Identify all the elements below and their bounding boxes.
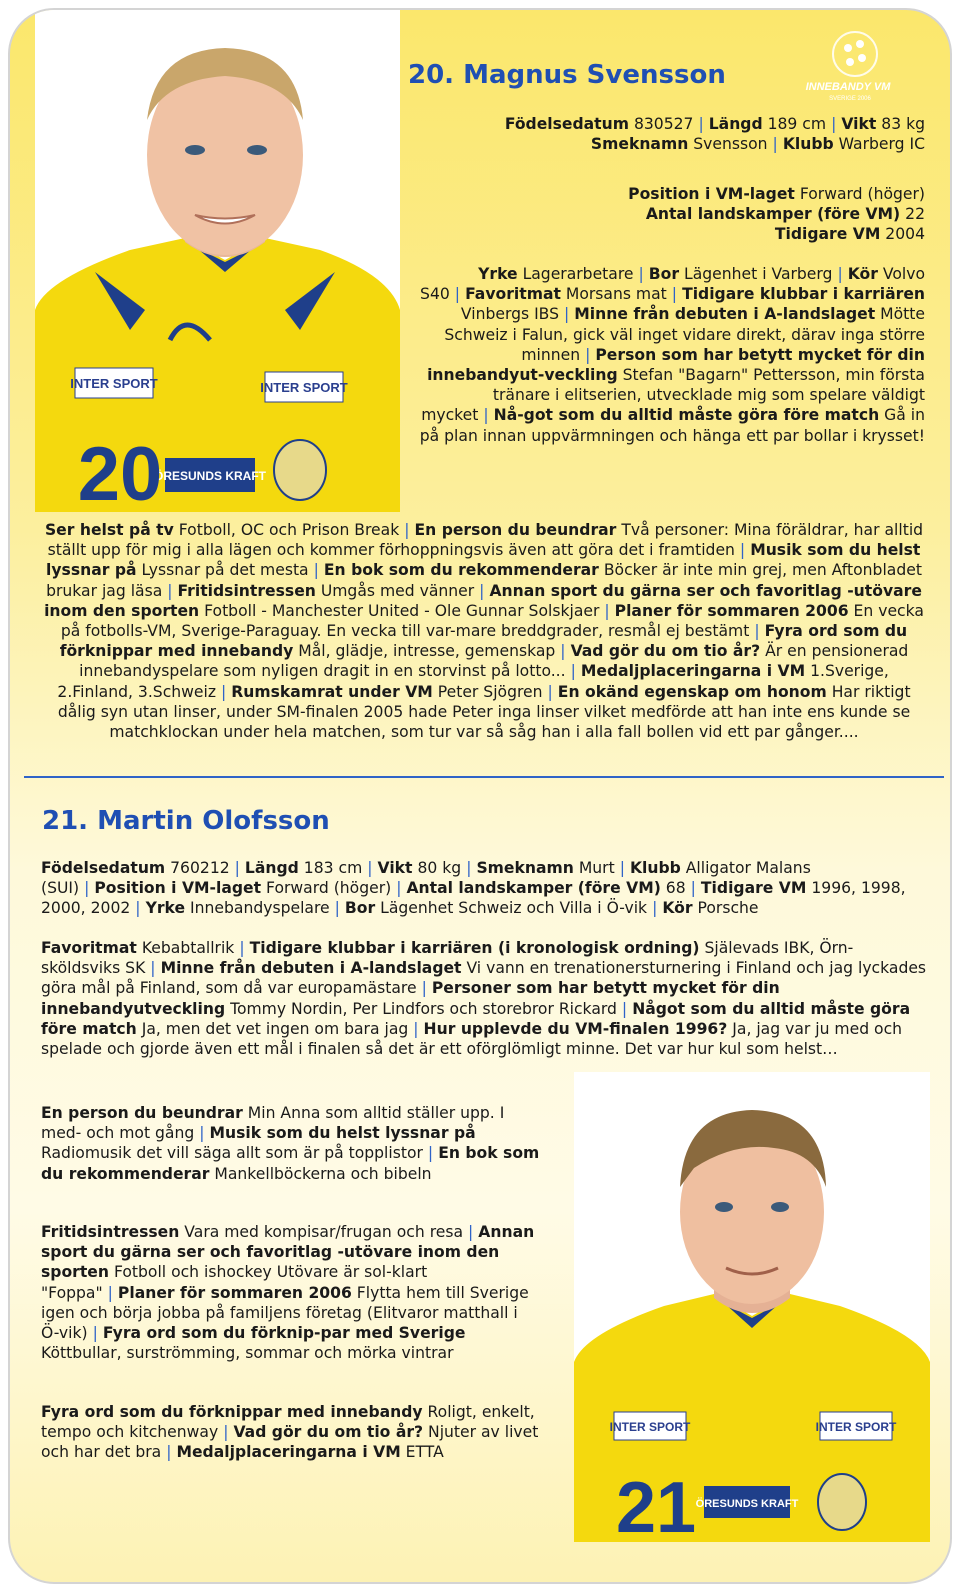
separator: | — [107, 1283, 113, 1302]
field-value: Porsche — [692, 899, 759, 918]
field-value: Peter Sjögren — [432, 682, 543, 701]
player-20-bio — [405, 264, 925, 446]
field-label: Kör — [847, 265, 878, 283]
field-value: Fotboll och ishockey Utövare är sol-klart "Foppa" — [41, 1263, 428, 1302]
separator: | — [223, 1423, 229, 1442]
separator: | — [150, 959, 156, 978]
field-label: En bok som du rekommenderar — [323, 561, 599, 580]
info-line — [400, 134, 925, 154]
player-21-interests-1 — [41, 1103, 541, 1184]
field-value: Mankellböckerna och bibeln — [209, 1164, 432, 1183]
field-value: En vecka på fotbolls-VM, Sverige-Paraguay. En vecka till var-mare breddgrader, resmål ej bestämt — [60, 601, 924, 641]
field-value: 189 cm — [762, 115, 827, 133]
player-20-photo — [35, 10, 400, 512]
separator: | — [479, 581, 485, 600]
field-value: ETTA — [400, 1443, 444, 1462]
field-label: En okänd egenskap om honom — [557, 682, 827, 701]
separator: | — [671, 285, 678, 304]
innebandy-vm-logo — [800, 28, 895, 103]
separator: | — [84, 879, 90, 898]
field-value: Vinbergs IBS — [460, 305, 559, 324]
field-label: Fyra ord som du förknip-par med Sverige — [102, 1324, 466, 1343]
separator: | — [739, 541, 746, 560]
field-value: Lägenhet i Varberg — [679, 265, 833, 283]
field-label: Nå-got som du alltid måste göra före match — [493, 406, 880, 425]
field-value: Mötte Schweiz i Falun, gick väl inget vidare direkt, därav inga större minnen — [444, 305, 925, 364]
separator: | — [454, 285, 461, 304]
field-label: Tidigare VM — [774, 225, 881, 244]
field-value: Lyssnar på det mesta — [136, 561, 309, 580]
svg-text:INTER SPORT: INTER SPORT — [609, 1420, 691, 1434]
field-value: Själevads IBK, Örn-sköldsviks SK — [41, 939, 854, 978]
player-21-interests-2 — [41, 1222, 541, 1363]
field-value: Ja, jag var ju med och spelade och gjorde även ett mål i finalen så det är ett oförglömligt minne. Det var hur kul som helst… — [41, 1019, 903, 1059]
field-label: Medaljplaceringarna i VM — [176, 1443, 401, 1462]
field-label: Tidigare klubbar i karriären — [682, 285, 925, 304]
field-label: Vikt — [841, 115, 877, 133]
field-label: Position i VM-laget — [94, 879, 262, 898]
field-value: 68 — [660, 879, 686, 898]
svg-text:INTER SPORT: INTER SPORT — [815, 1420, 897, 1434]
separator: | — [652, 899, 658, 918]
field-value: Stefan "Bagarn" Pettersson, min första tränare i elitserien, utvecklade mig som spelare väldigt mycket — [421, 366, 925, 425]
field-label: Klubb — [629, 859, 681, 877]
field-label: Planer för sommaren 2006 — [614, 601, 849, 620]
player-21-interests-3 — [41, 1402, 541, 1463]
separator: | — [413, 1019, 419, 1038]
field-label: Yrke — [478, 265, 518, 283]
separator: | — [564, 305, 570, 324]
field-value: Kebabtallrik — [136, 939, 235, 957]
field-label: Annan sport du gärna ser och favoritlag -utövare inom den sporten — [41, 1223, 535, 1282]
field-label: Minne från debuten i A-landslaget — [574, 305, 876, 324]
field-label: Kör — [662, 899, 693, 918]
separator: | — [367, 859, 373, 877]
field-value: Innebandyspelare — [185, 899, 330, 918]
field-value: Två personer: Mina föräldrar, har alltid ställt upp för mig i alla lägen och kommer förhoppningsvis även att göra det i framtiden — [47, 521, 924, 560]
separator: | — [483, 406, 489, 425]
field-label: Favoritmat — [465, 285, 561, 304]
field-value: 183 cm — [298, 859, 363, 877]
field-value: 760212 — [165, 859, 230, 877]
separator: | — [421, 979, 427, 998]
field-label: Vad gör du om tio år? — [570, 642, 761, 661]
info-line — [400, 114, 925, 134]
field-label: Födelsedatum — [504, 115, 629, 133]
field-label: Klubb — [782, 135, 834, 154]
player-21-name: 21. Martin Olofsson — [42, 806, 330, 836]
field-label: Vikt — [377, 859, 413, 877]
svg-text:21: 21 — [615, 1468, 697, 1542]
field-value: Flytta hem till Sverige igen och börja jobba på familjens företag (Elitvaror matthall i Ö-vik) — [41, 1283, 529, 1343]
separator: | — [466, 859, 472, 877]
field-label: Ser helst på tv — [44, 521, 174, 539]
separator: | — [772, 135, 778, 154]
separator: | — [831, 115, 837, 133]
field-label: Smeknamn — [590, 135, 689, 154]
field-label: Position i VM-laget — [628, 185, 795, 203]
separator: | — [221, 682, 227, 701]
field-value: 1.Sverige, 2.Finland, 3.Schweiz — [57, 662, 889, 701]
field-label: Fritidsintressen — [177, 581, 316, 600]
field-value: 22 — [900, 205, 925, 224]
separator: | — [404, 521, 410, 539]
separator: | — [92, 1324, 98, 1343]
field-label: Smeknamn — [476, 859, 574, 877]
field-value: Warberg IC — [833, 135, 925, 154]
field-value: Gå in på plan innan uppvärmningen och hänga ett par bollar i krysset! — [419, 406, 925, 445]
field-label: Yrke — [145, 899, 186, 918]
field-value: Vara med kompisar/frugan och resa — [179, 1223, 464, 1241]
field-label: Längd — [244, 859, 299, 877]
field-label: Planer för sommaren 2006 — [117, 1283, 352, 1302]
info-line — [400, 184, 925, 204]
svg-text:INTER SPORT: INTER SPORT — [260, 380, 348, 395]
svg-text:SVERIGE 2006: SVERIGE 2006 — [829, 96, 871, 102]
field-label: Bor — [648, 265, 680, 283]
field-label: Fyra ord som du förknippar med innebandy — [59, 622, 908, 661]
field-label: Längd — [708, 115, 763, 133]
field-label: Vad gör du om tio år? — [233, 1423, 424, 1442]
field-label: Annan sport du gärna ser och favoritlag -utövare inom den sporten — [44, 581, 922, 620]
field-label: Hur upplevde du VM-finalen 1996? — [423, 1019, 728, 1038]
separator: | — [427, 1144, 434, 1163]
separator: | — [570, 662, 576, 681]
field-label: Favoritmat — [41, 939, 137, 957]
separator: | — [690, 879, 696, 898]
section-divider — [24, 776, 944, 778]
separator: | — [547, 682, 553, 701]
player-20-name: 20. Magnus Svensson — [408, 60, 726, 90]
field-value: Murt — [573, 859, 615, 877]
separator: | — [837, 265, 843, 283]
field-value: Roligt, enkelt, tempo och kitchenway — [41, 1403, 535, 1442]
player-21-photo — [574, 1072, 930, 1542]
separator: | — [239, 939, 245, 957]
field-value: 830527 — [628, 115, 694, 133]
field-value: Volvo S40 — [420, 265, 925, 304]
separator: | — [698, 115, 704, 133]
field-value: Fotboll, OC och Prison Break — [173, 521, 400, 539]
field-value: Är en pensionerad innebandyspelare som nyligen dragit in en storvinst på lotto... — [79, 642, 909, 681]
field-value: 2004 — [880, 225, 925, 244]
separator: | — [396, 879, 402, 898]
field-label: Musik som du helst lyssnar på — [46, 541, 921, 580]
field-label: Fyra ord som du förknippar med innebandy — [41, 1403, 423, 1421]
separator: | — [621, 999, 628, 1018]
info-line — [400, 224, 925, 244]
field-label: Bor — [344, 899, 376, 918]
field-value: Mål, glädje, intresse, gemenskap — [293, 642, 556, 661]
player-21-basics — [41, 858, 931, 919]
player-21-career — [41, 938, 931, 1059]
separator: | — [234, 859, 240, 877]
separator: | — [199, 1124, 205, 1143]
field-value: Lagerarbetare — [517, 265, 634, 283]
field-label: En bok som du rekommenderar — [41, 1144, 540, 1183]
svg-text:20: 20 — [77, 432, 163, 512]
player-20-qa — [42, 520, 926, 742]
svg-text:ÖRESUNDS KRAFT: ÖRESUNDS KRAFT — [153, 469, 267, 483]
field-label: Födelsedatum — [41, 859, 166, 877]
field-label: Antal landskamper (före VM) — [645, 205, 901, 224]
profile-card — [8, 8, 952, 1584]
separator: | — [638, 265, 644, 283]
field-value: Fotboll - Manchester United - Ole Gunnar Solskjaer — [199, 601, 600, 620]
field-value: Ja, men det vet ingen om bara jag — [136, 1019, 409, 1038]
separator: | — [166, 1443, 172, 1462]
player-20-basics — [400, 114, 925, 154]
field-value: Forward (höger) — [794, 185, 925, 203]
separator: | — [585, 345, 591, 364]
separator: | — [334, 899, 340, 918]
svg-text:INTER SPORT: INTER SPORT — [70, 376, 158, 391]
field-value: Radiomusik det vill säga allt som är på topplistor — [41, 1144, 423, 1163]
field-value: Umgås med vänner — [315, 581, 475, 600]
field-label: Rumskamrat under VM — [231, 682, 433, 701]
field-value: Har riktigt dålig syn utan linser, under SM-finalen 2005 hade Peter inga linser vilket medförde att han inte ens kunde se matchklockan under hela matchen, som tur var så såg han i alla fall bollen vid ett par gånger.... — [57, 682, 911, 742]
separator: | — [754, 622, 760, 641]
field-value: Köttbullar, surströmming, sommar och mörka vintrar — [41, 1344, 454, 1363]
field-label: Tidigare VM — [700, 879, 807, 898]
field-value: Böcker är inte min grej, men Aftonbladet brukar jag läsa — [46, 561, 922, 600]
field-value: Svensson — [688, 135, 768, 154]
field-value: Njuter av livet och har det bra — [41, 1423, 539, 1462]
field-label: Något som du alltid måste göra före match — [41, 999, 911, 1038]
field-value: Forward (höger) — [261, 879, 392, 898]
field-label: Tidigare klubbar i karriären (i kronologisk ordning) — [249, 939, 700, 957]
field-value: Alligator Malans (SUI) — [41, 859, 811, 898]
player-20-vm-info — [400, 184, 925, 245]
field-label: Person som har betytt mycket för din innebandyut-veckling — [427, 345, 925, 385]
svg-text:ÖRESUNDS KRAFT: ÖRESUNDS KRAFT — [695, 1498, 799, 1510]
field-label: Fritidsintressen — [41, 1223, 180, 1241]
separator: | — [560, 642, 566, 661]
field-label: Medaljplaceringarna i VM — [580, 662, 806, 681]
separator: | — [604, 601, 610, 620]
separator: | — [167, 581, 173, 600]
field-label: Personer som har betytt mycket för din innebandyutveckling — [41, 979, 780, 1018]
field-value: Min Anna som alltid ställer upp. I med- och mot gång — [41, 1104, 505, 1143]
field-value: Vi vann en trenationersturnering i Finland och jag lyckades göra mål på Finland, som då var europamästare — [41, 959, 927, 998]
field-value: 83 kg — [876, 115, 925, 133]
svg-text:INNEBANDY VM: INNEBANDY VM — [805, 81, 891, 93]
field-label: Antal landskamper (före VM) — [406, 879, 661, 898]
info-line — [400, 204, 925, 224]
separator: | — [313, 561, 319, 580]
separator: | — [619, 859, 625, 877]
field-label: Musik som du helst lyssnar på — [209, 1124, 476, 1143]
field-value: 80 kg — [412, 859, 462, 877]
field-label: En person du beundrar — [414, 521, 617, 539]
field-label: Minne från debuten i A-landslaget — [160, 959, 462, 978]
field-label: En person du beundrar — [41, 1104, 243, 1122]
separator: | — [135, 899, 141, 918]
separator: | — [468, 1223, 474, 1241]
field-value: Tommy Nordin, Per Lindfors och storebror Rickard — [225, 999, 617, 1018]
field-value: 1996, 1998, 2000, 2002 — [41, 879, 906, 918]
field-value: Lägenhet Schweiz och Villa i Ö-vik — [375, 899, 648, 918]
field-value: Morsans mat — [560, 285, 667, 304]
